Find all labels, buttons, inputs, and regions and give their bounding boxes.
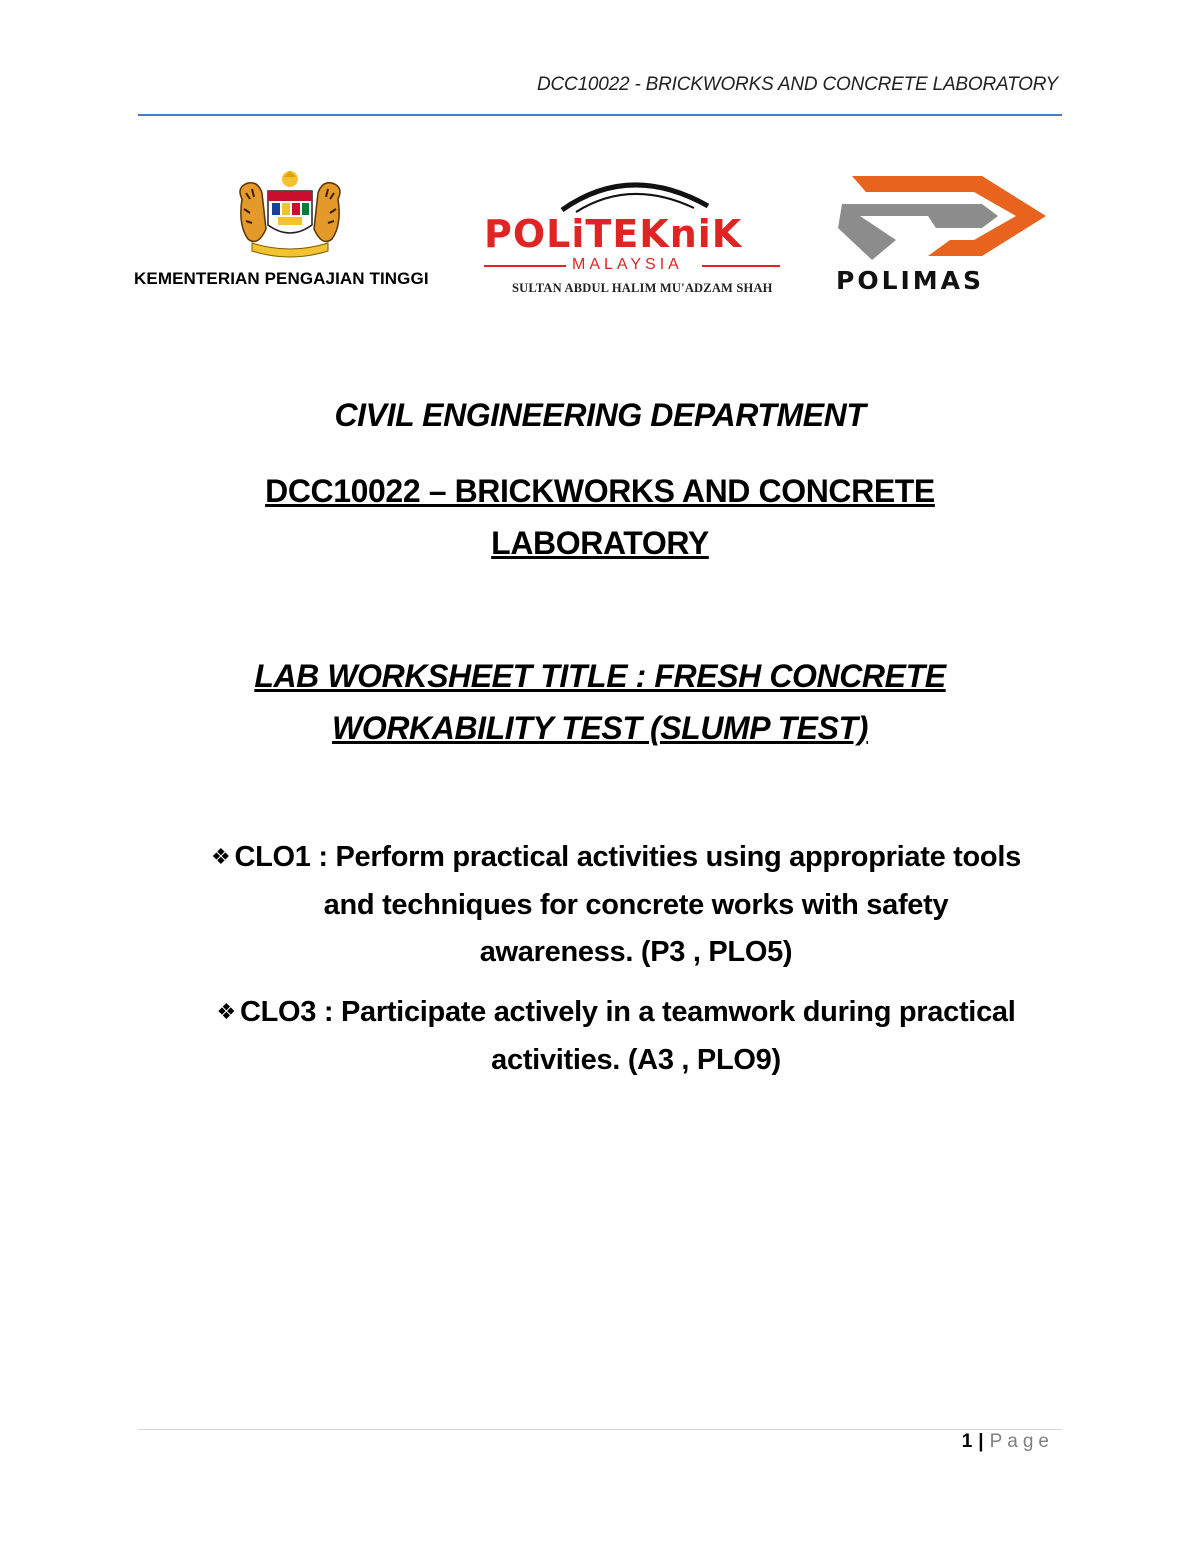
diamond-bullet-icon: ❖ — [216, 999, 236, 1024]
kpt-name: KEMENTERIAN PENGAJIAN TINGGI — [134, 269, 429, 288]
politeknik-country: MALAYSIA — [572, 256, 683, 273]
page-label: Page — [989, 1431, 1054, 1452]
footer-separator: | — [978, 1431, 984, 1452]
politeknik-logo — [480, 168, 790, 300]
clo-item — [176, 989, 1056, 1084]
clo1-text-line-3: awareness. (P3 , PLO5) — [479, 936, 793, 968]
clo3-text-line-2: activities. (A3 , PLO9) — [491, 1044, 781, 1076]
running-header: DCC10022 - BRICKWORKS AND CONCRETE LABORATORY — [537, 74, 1058, 95]
clo1-text-line-1: CLO1 : Perform practical activities using appropriate tools — [234, 841, 1021, 873]
kpt-logo — [132, 165, 450, 295]
worksheet-title-line-1: LAB WORKSHEET TITLE : FRESH CONCRETE — [254, 658, 946, 694]
polimas-logo — [832, 170, 1054, 295]
course-title-line-1: DCC10022 – BRICKWORKS AND CONCRETE — [265, 473, 935, 509]
clo-line — [176, 989, 1056, 1037]
worksheet-title — [0, 650, 1200, 754]
course-title — [0, 465, 1200, 569]
clo3-text-line-1: CLO3 : Participate actively in a teamwork during practical — [239, 996, 1016, 1028]
header-rule — [138, 114, 1062, 116]
diamond-bullet-icon: ❖ — [211, 844, 231, 869]
clo-item — [176, 834, 1056, 976]
coat-of-arms-icon — [132, 165, 450, 265]
page-number: 1 — [961, 1431, 973, 1452]
polimas-wordmark: POLIMAS — [836, 266, 985, 295]
clo-line — [176, 834, 1056, 882]
course-title-line-2: LABORATORY — [491, 525, 709, 561]
page-footer — [962, 1431, 1054, 1453]
politeknik-wordmark: POLiTEKniK — [484, 212, 743, 256]
worksheet-title-line-2: WORKABILITY TEST (SLUMP TEST) — [332, 710, 868, 746]
department-title: CIVIL ENGINEERING DEPARTMENT — [334, 397, 866, 433]
politeknik-campus: SULTAN ABDUL HALIM MU'ADZAM SHAH — [512, 281, 773, 295]
clo1-text-line-2: and techniques for concrete works with safety — [323, 889, 949, 921]
polimas-emblem-icon — [832, 170, 1054, 266]
footer-rule — [138, 1429, 1062, 1430]
